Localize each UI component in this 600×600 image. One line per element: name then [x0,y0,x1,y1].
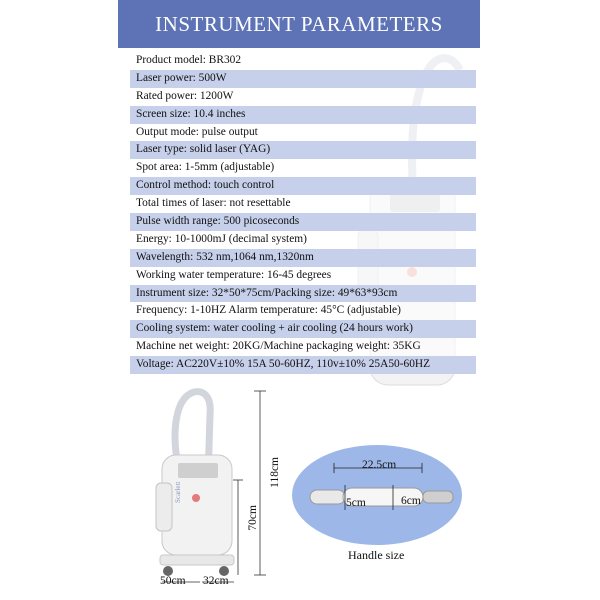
param-row: Spot area: 1-5mm (adjustable) [130,159,476,177]
height-total-label: 118cm [269,457,281,488]
param-row: Laser power: 500W [130,70,476,88]
param-row: Energy: 10-1000mJ (decimal system) [130,231,476,249]
param-row: Working water temperature: 16-45 degrees [130,267,476,285]
width-label: 50cm [160,575,186,587]
param-row: Screen size: 10.4 inches [130,106,476,124]
handle-tip-label: 5cm [346,497,366,509]
height-body-label: 70cm [247,505,259,531]
param-row: Control method: touch control [130,177,476,195]
handle-size-caption: Handle size [348,548,405,562]
depth-label: 32cm [203,575,229,587]
param-row: Voltage: AC220V±10% 15A 50-60HZ, 110v±10% 25A50-60HZ [130,356,476,374]
param-row: Output mode: pulse output [130,124,476,142]
handle-illustration [290,440,465,555]
param-row: Machine net weight: 20KG/Machine packaging weight: 35KG [130,338,476,356]
param-row: Laser type: solid laser (YAG) [130,141,476,159]
handle-length-label: 22.5cm [362,459,397,471]
machine-brand-label: Scarlett [174,481,182,503]
param-row: Total times of laser: not resettable [130,195,476,213]
param-row: Product model: BR302 [130,52,476,70]
parameter-table [130,52,476,374]
param-row: Instrument size: 32*50*75cm/Packing size: 49*63*93cm [130,285,476,303]
param-row: Wavelength: 532 nm,1064 nm,1320nm [130,249,476,267]
param-row: Rated power: 1200W [130,88,476,106]
param-row: Frequency: 1-10HZ Alarm temperature: 45°C (adjustable) [130,302,476,320]
header-banner [118,0,480,48]
handle-grip-label: 6cm [401,495,421,507]
param-row: Cooling system: water cooling + air cooling (24 hours work) [130,320,476,338]
param-row: Pulse width range: 500 picoseconds [130,213,476,231]
page-title: INSTRUMENT PARAMETERS [155,11,443,36]
